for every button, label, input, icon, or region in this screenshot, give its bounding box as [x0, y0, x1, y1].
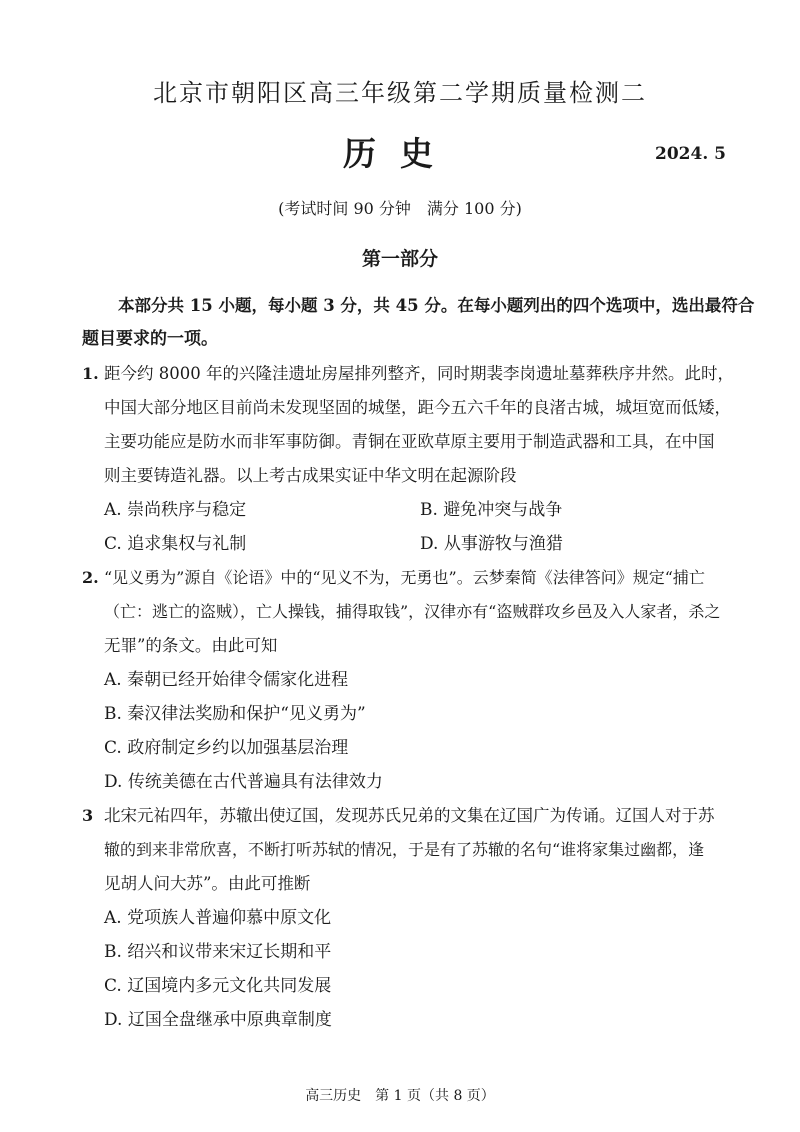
- question-text-line: 则主要铸造礼器。以上考古成果实证中华文明在起源阶段: [104, 466, 517, 485]
- option-d: D. 传统美德在古代普遍具有法律效力: [104, 772, 383, 792]
- question-text-line: 辙的到来非常欣喜，不断打听苏轼的情况，于是有了苏辙的名句“谁将家集过幽都，逢: [104, 840, 705, 859]
- question-text-line: 主要功能应是防水而非军事防御。青铜在亚欧草原主要用于制造武器和工具，在中国: [104, 432, 715, 451]
- exam-time-info: (考试时间 90 分钟 满分 100 分): [278, 199, 522, 218]
- option-c: C. 辽国境内多元文化共同发展: [104, 976, 332, 996]
- exam-title: 北京市朝阳区高三年级第二学期质量检测二: [153, 79, 647, 107]
- question-number: 1.: [82, 364, 99, 383]
- option-b: B. 绍兴和议带来宋辽长期和平: [104, 942, 332, 962]
- question-text-line: 距今约 8000 年的兴隆洼遗址房屋排列整齐，同时期裴李岗遗址墓葬秩序井然。此时，: [104, 364, 734, 383]
- option-c: C. 追求集权与礼制: [104, 534, 247, 554]
- page-footer: 高三历史 第 1 页（共 8 页）: [305, 1088, 495, 1104]
- question-text-line: （亡：逃亡的盗贼），亡人操钱，捕得取钱”，汉律亦有“盗贼群攻乡邑及入人家者，杀之: [104, 602, 721, 621]
- part-title: 第一部分: [361, 248, 438, 270]
- question-text-line: 见胡人问大苏”。由此可推断: [104, 874, 311, 893]
- exam-date: 2024. 5: [655, 144, 726, 164]
- part-intro-line-1: 本部分共 15 小题，每小题 3 分，共 45 分。在每小题列出的四个选项中，选出最符合: [118, 296, 755, 315]
- question-number: 3: [82, 806, 94, 825]
- question-text-line: 无罪”的条文。由此可知: [104, 636, 278, 655]
- option-d: D. 辽国全盘继承中原典章制度: [104, 1010, 332, 1030]
- part-intro-line-2: 题目要求的一项。: [82, 329, 218, 349]
- option-a: A. 党项族人普遍仰慕中原文化: [104, 908, 332, 928]
- option-a: A. 秦朝已经开始律令儒家化进程: [104, 670, 349, 690]
- option-b: B. 避免冲突与战争: [420, 500, 563, 520]
- option-d: D. 从事游牧与渔猎: [420, 534, 563, 554]
- subject-title: 历史: [343, 134, 457, 173]
- question-text-line: “见义勇为”源自《论语》中的“见义不为，无勇也”。云梦秦简《法律答问》规定“捕亡: [104, 568, 705, 587]
- option-b: B. 秦汉律法奖励和保护“见义勇为”: [104, 704, 366, 724]
- option-c: C. 政府制定乡约以加强基层治理: [104, 738, 349, 758]
- question-text-line: 北宋元祐四年，苏辙出使辽国，发现苏氏兄弟的文集在辽国广为传诵。辽国人对于苏: [104, 806, 715, 825]
- question-number: 2.: [82, 568, 99, 587]
- question-text-line: 中国大部分地区目前尚未发现坚固的城堡，距今五六千年的良渚古城，城垣宽而低矮，: [104, 398, 731, 417]
- option-a: A. 崇尚秩序与稳定: [104, 500, 247, 520]
